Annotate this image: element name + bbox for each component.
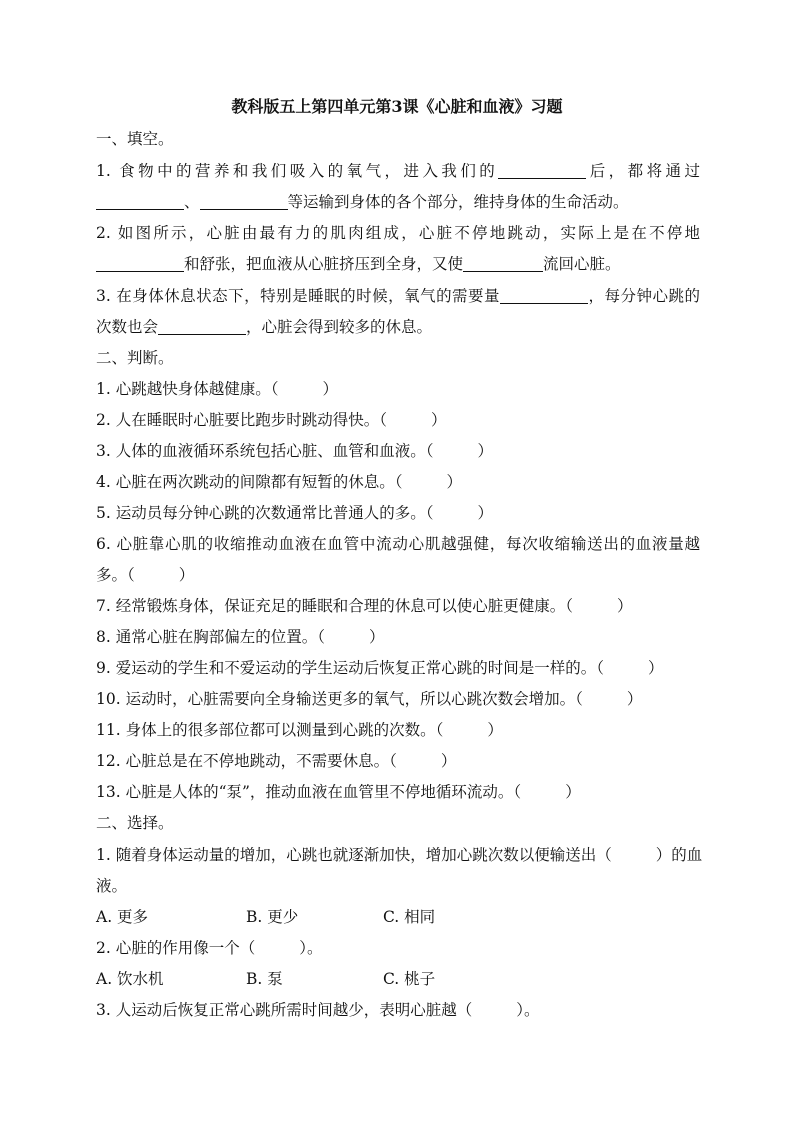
judge-item-6-line2: 多。（ ）	[96, 566, 195, 584]
answer-blank[interactable]	[498, 161, 586, 179]
fill-q3-line2: 次数也会 ，心脏会得到较多的休息。	[96, 318, 433, 336]
judge-item-7: 7. 经常锻炼身体，保证充足的睡眠和合理的休息可以使心脏更健康。（ ）	[96, 597, 633, 615]
choice-q1-line2: 液。	[96, 877, 128, 895]
judge-item-11: 11. 身体上的很多部位都可以测量到心跳的次数。（ ）	[96, 721, 503, 739]
option-c[interactable]: C. 桃子	[383, 970, 436, 988]
judge-item-5: 5. 运动员每分钟心跳的次数通常比普通人的多。（ ）	[96, 504, 493, 522]
option-b[interactable]: B. 更少	[246, 908, 299, 926]
fill-q2-line2: 和舒张，把血液从心脏挤压到全身，又使 流回心脏。	[96, 252, 700, 276]
page-title: 教科版五上第四单元第3课《心脏和血液》习题	[231, 97, 563, 116]
answer-blank[interactable]	[96, 192, 184, 210]
choice-q2-options	[96, 967, 700, 991]
answer-blank[interactable]	[463, 254, 543, 272]
judge-item-10: 10. 运动时，心脏需要向全身输送更多的氧气，所以心跳次数会增加。（ ）	[96, 690, 643, 708]
choice-q3: 3. 人运动后恢复正常心跳所需时间越少，表明心脏越（ ）。	[96, 1001, 540, 1019]
option-b[interactable]: B. 泵	[246, 970, 283, 988]
section-heading-choice: 二、选择。	[96, 814, 174, 832]
answer-blank[interactable]	[96, 254, 184, 272]
judge-item-8: 8. 通常心脏在胸部偏左的位置。（ ）	[96, 628, 385, 646]
judge-item-13: 13. 心脏是人体的“泵”，推动血液在血管里不停地循环流动。（ ）	[96, 783, 581, 801]
judge-item-6-line1: 6. 心脏靠心肌的收缩推动血液在血管中流动心肌越强健，每次收缩输送出的血液量越	[96, 535, 700, 553]
judge-item-1: 1. 心跳越快身体越健康。（ ）	[96, 380, 338, 398]
fill-q3-line1: 3. 在身体休息状态下，特别是睡眠的时候，氧气的需要量 ，每分钟心跳的	[96, 287, 700, 305]
fill-q1-line2: 、 等运输到身体的各个部分，维持身体的生命活动。	[96, 190, 700, 214]
choice-q2: 2. 心脏的作用像一个（ ）。	[96, 939, 323, 957]
option-c[interactable]: C. 相同	[383, 908, 436, 926]
answer-blank[interactable]	[500, 286, 588, 304]
fill-q1-line1: 1. 食物中的营养和我们吸入的氧气，进入我们的 后，都将通过	[96, 162, 700, 180]
judge-item-9: 9. 爱运动的学生和不爱运动的学生运动后恢复正常心跳的时间是一样的。（ ）	[96, 659, 664, 677]
judge-item-12: 12. 心脏总是在不停地跳动，不需要休息。（ ）	[96, 752, 457, 770]
choice-q1-options	[96, 905, 700, 929]
section-heading-fill: 一、填空。	[96, 130, 174, 148]
judge-item-3: 3. 人体的血液循环系统包括心脏、血管和血液。（ ）	[96, 442, 493, 460]
answer-blank[interactable]	[158, 317, 246, 335]
option-a[interactable]: A. 饮水机	[96, 970, 164, 988]
option-a[interactable]: A. 更多	[96, 908, 149, 926]
answer-blank[interactable]	[200, 192, 288, 210]
fill-q2-line1: 2. 如图所示，心脏由最有力的肌肉组成，心脏不停地跳动，实际上是在不停地	[96, 224, 700, 242]
section-heading-judge: 二、判断。	[96, 349, 174, 367]
judge-item-4: 4. 心脏在两次跳动的间隙都有短暂的休息。（ ）	[96, 473, 462, 491]
choice-q1-line1: 1. 随着身体运动量的增加，心跳也就逐渐加快，增加心跳次数以便输送出（ ）的血	[96, 846, 703, 864]
judge-item-2: 2. 人在睡眠时心脏要比跑步时跳动得快。（ ）	[96, 411, 447, 429]
